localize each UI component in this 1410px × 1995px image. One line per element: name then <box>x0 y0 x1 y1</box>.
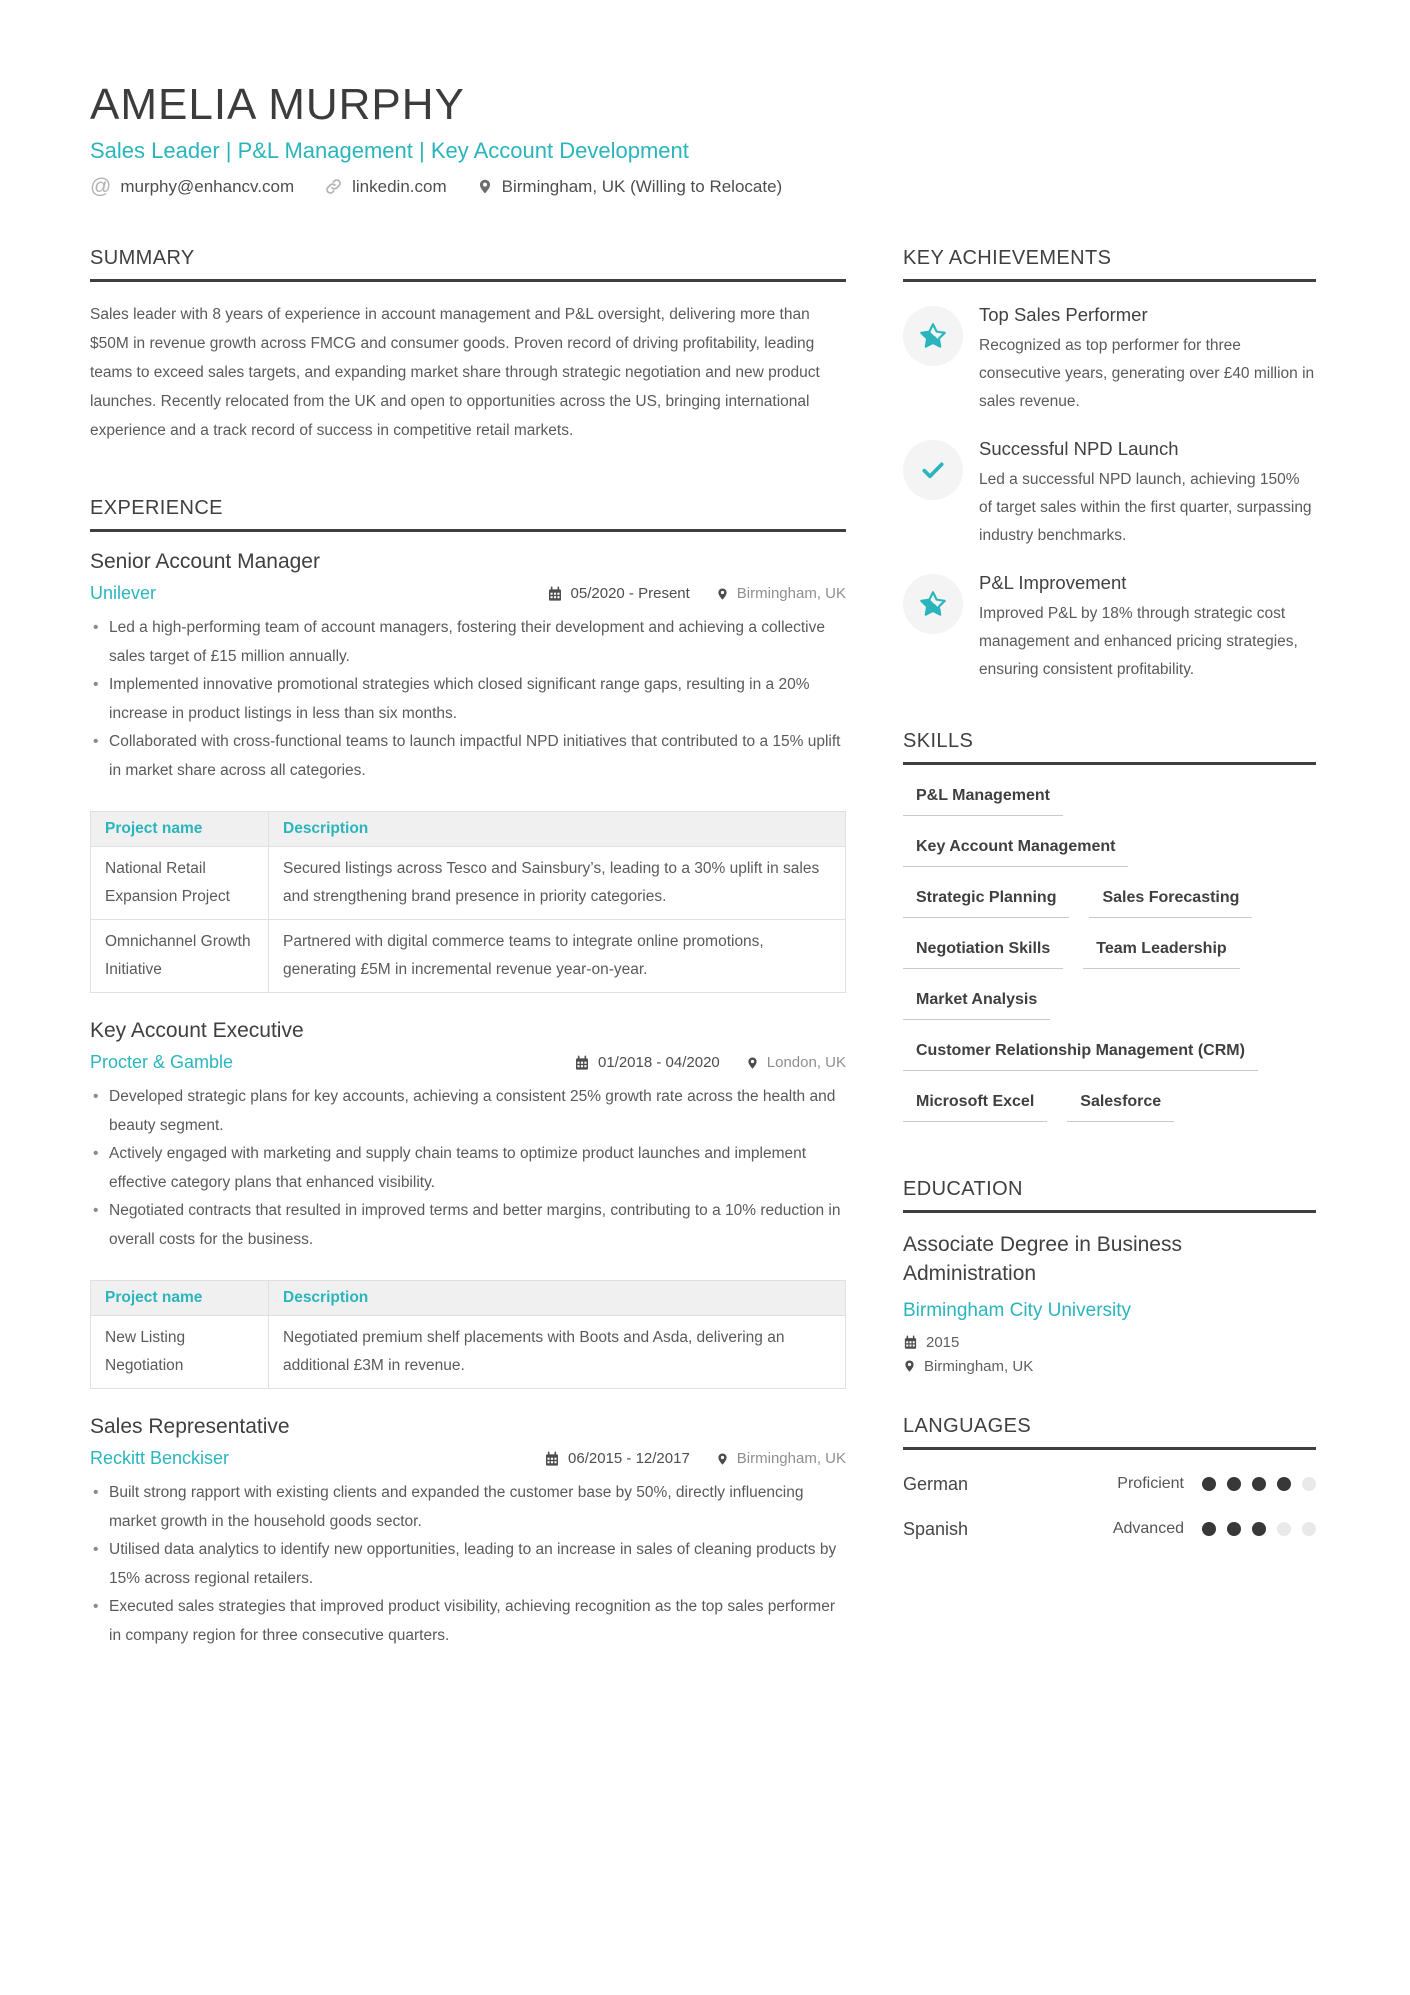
job-bullets <box>90 1083 846 1254</box>
experience-heading: EXPERIENCE <box>90 497 846 532</box>
calendar-icon <box>574 1055 590 1071</box>
proficiency-dot <box>1202 1477 1216 1491</box>
table-header-cell: Description <box>269 1281 846 1316</box>
proficiency-dot <box>1277 1522 1291 1536</box>
location-icon <box>477 177 493 196</box>
skill-chip: P&L Management <box>903 787 1063 816</box>
language-name: German <box>903 1473 969 1494</box>
achievement-title: P&L Improvement <box>979 572 1127 594</box>
contact-email[interactable] <box>90 176 294 197</box>
job-location: Birmingham, UK <box>716 1450 846 1467</box>
skill-chip: Negotiation Skills <box>903 940 1063 969</box>
bullet-item: • Developed strategic plans for key accounts, achieving a consistent 25% growth rate across the health and beauty segment. <box>90 1083 846 1140</box>
bullet-item: • Utilised data analytics to identify new opportunities, leading to an increase in sales of cleaning products by 15% across regional retailers. <box>90 1536 846 1593</box>
achievement-title: Top Sales Performer <box>979 304 1148 326</box>
calendar-icon <box>547 586 563 602</box>
job-entry <box>90 1415 846 1650</box>
section-languages <box>903 1415 1316 1540</box>
location-icon <box>903 1358 916 1374</box>
table-header-cell: Project name <box>91 1281 269 1316</box>
language-dots <box>1202 1477 1316 1491</box>
job-company: Procter & Gamble <box>90 1052 234 1073</box>
job-entry <box>90 1019 846 1389</box>
location-icon <box>716 586 729 602</box>
email-text: murphy@enhancv.com <box>120 176 295 196</box>
skill-chip: Microsoft Excel <box>903 1093 1047 1122</box>
achievement-text: Recognized as top performer for three consecutive years, generating over £40 million in sales revenue. <box>979 337 1315 411</box>
table-header-cell: Project name <box>91 812 269 847</box>
proficiency-dot <box>1227 1477 1241 1491</box>
achievements-heading: KEY ACHIEVEMENTS <box>903 247 1316 282</box>
education-degree: Associate Degree in Business Administration <box>903 1233 1182 1285</box>
job-entry <box>90 550 846 993</box>
job-dates: 05/2020 - Present <box>547 585 690 602</box>
bullet-item: • Collaborated with cross-functional teams to launch impactful NPD initiatives that contributed to a 15% uplift in market share across all categories. <box>90 728 846 785</box>
summary-heading: SUMMARY <box>90 247 846 282</box>
location-icon <box>746 1055 759 1071</box>
projects-table <box>90 1280 846 1389</box>
check-icon <box>903 440 963 500</box>
summary-text: Sales leader with 8 years of experience in account management and P&L oversight, delivering more than $50M in revenue growth across FMCG and consumer goods. Proven record of driving profitability, leading teams to exceed sales targets, and expanding market share through strategic negotiation and new product launches. Recently relocated from the UK and open to opportunities across the US, bringing international experience and a track record of success in competitive retail markets. <box>90 306 820 440</box>
location-text: Birmingham, UK (Willing to Relocate) <box>501 176 783 196</box>
job-location: London, UK <box>746 1054 846 1071</box>
calendar-icon <box>903 1335 918 1350</box>
language-level: Proficient <box>1117 1475 1184 1493</box>
job-dates: 01/2018 - 04/2020 <box>574 1054 720 1071</box>
achievement-text: Led a successful NPD launch, achieving 150% of target sales within the first quarter, surpassing industry benchmarks. <box>979 471 1312 545</box>
bullet-item: • Executed sales strategies that improved product visibility, achieving recognition as the top sales performer in company region for three consecutive quarters. <box>90 1593 846 1650</box>
contact-location <box>477 177 783 197</box>
skill-chip: Sales Forecasting <box>1089 889 1252 918</box>
calendar-icon <box>544 1451 560 1467</box>
table-row: New Listing Negotiation Negotiated premium shelf placements with Boots and Asda, delivering an additional £3M in revenue. <box>91 1316 846 1389</box>
table-header-cell: Description <box>269 812 846 847</box>
skills-heading: SKILLS <box>903 730 1316 765</box>
achievement-item <box>903 572 1316 684</box>
table-header-row <box>91 812 846 847</box>
job-location: Birmingham, UK <box>716 585 846 602</box>
education-year: 2015 <box>903 1334 1316 1351</box>
languages-heading: LANGUAGES <box>903 1415 1316 1450</box>
job-title: Key Account Executive <box>90 1019 304 1043</box>
bullet-item: • Built strong rapport with existing clients and expanded the customer base by 50%, directly influencing market growth in the household goods sector. <box>90 1479 846 1536</box>
skill-chip: Market Analysis <box>903 991 1050 1020</box>
proficiency-dot <box>1302 1522 1316 1536</box>
star-icon <box>903 306 963 366</box>
skill-chip: Team Leadership <box>1083 940 1239 969</box>
achievement-text: Improved P&L by 18% through strategic cost management and enhanced pricing strategies, ensuring consistent profitability. <box>979 605 1298 679</box>
achievement-item <box>903 438 1316 550</box>
skill-chip: Strategic Planning <box>903 889 1069 918</box>
link-icon <box>324 177 343 196</box>
skills-list <box>903 787 1316 1144</box>
proficiency-dot <box>1252 1477 1266 1491</box>
proficiency-dot <box>1277 1477 1291 1491</box>
job-title: Sales Representative <box>90 1415 290 1439</box>
contact-linkedin[interactable] <box>324 177 447 197</box>
language-dots <box>1202 1522 1316 1536</box>
proficiency-dot <box>1302 1477 1316 1491</box>
job-company: Reckitt Benckiser <box>90 1448 230 1469</box>
education-school: Birmingham City University <box>903 1299 1132 1321</box>
table-row: Omnichannel Growth Initiative Partnered with digital commerce teams to integrate online promotions, generating £5M in incremental revenue year-on-year. <box>91 920 846 993</box>
section-skills <box>903 730 1316 1144</box>
skill-chip: Salesforce <box>1067 1093 1174 1122</box>
job-dates: 06/2015 - 12/2017 <box>544 1450 690 1467</box>
achievement-item <box>903 304 1316 416</box>
language-name: Spanish <box>903 1518 969 1539</box>
job-title: Senior Account Manager <box>90 550 320 574</box>
bullet-item: • Negotiated contracts that resulted in improved terms and better margins, contributing to a 10% reduction in overall costs for the business. <box>90 1197 846 1254</box>
person-name: AMELIA MURPHY <box>90 80 465 129</box>
section-summary <box>90 247 846 445</box>
star-icon <box>903 574 963 634</box>
linkedin-text: linkedin.com <box>352 176 447 196</box>
proficiency-dot <box>1227 1522 1241 1536</box>
proficiency-dot <box>1252 1522 1266 1536</box>
location-icon <box>716 1451 729 1467</box>
skill-chip: Customer Relationship Management (CRM) <box>903 1042 1258 1071</box>
at-icon: @ <box>90 175 112 199</box>
bullet-item: • Actively engaged with marketing and supply chain teams to optimize product launches and implement effective category plans that enhanced visibility. <box>90 1140 846 1197</box>
bullet-item: • Implemented innovative promotional strategies which closed significant range gaps, resulting in a 20% increase in product listings in less than six months. <box>90 671 846 728</box>
bullet-item: • Led a high-performing team of account managers, fostering their development and achieving a collective sales target of £15 million annually. <box>90 614 846 671</box>
section-achievements <box>903 247 1316 684</box>
table-header-row <box>91 1281 846 1316</box>
table-row: National Retail Expansion Project Secured listings across Tesco and Sainsbury’s, leading to a 30% uplift in sales and strengthening brand presence in priority categories. <box>91 847 846 920</box>
headline: Sales Leader | P&L Management | Key Account Development <box>90 138 689 164</box>
achievement-title: Successful NPD Launch <box>979 438 1179 460</box>
education-heading: EDUCATION <box>903 1178 1316 1213</box>
language-row <box>903 1474 1316 1495</box>
job-bullets <box>90 614 846 785</box>
proficiency-dot <box>1202 1522 1216 1536</box>
skill-chip: Key Account Management <box>903 838 1128 867</box>
contact-row <box>90 176 1318 197</box>
job-company: Unilever <box>90 583 157 604</box>
education-location: Birmingham, UK <box>903 1358 1316 1375</box>
section-experience <box>90 497 846 1650</box>
job-bullets <box>90 1479 846 1650</box>
resume-header <box>90 82 1318 197</box>
section-education <box>903 1178 1316 1375</box>
language-level: Advanced <box>1112 1520 1184 1538</box>
projects-table <box>90 811 846 993</box>
language-row <box>903 1519 1316 1540</box>
